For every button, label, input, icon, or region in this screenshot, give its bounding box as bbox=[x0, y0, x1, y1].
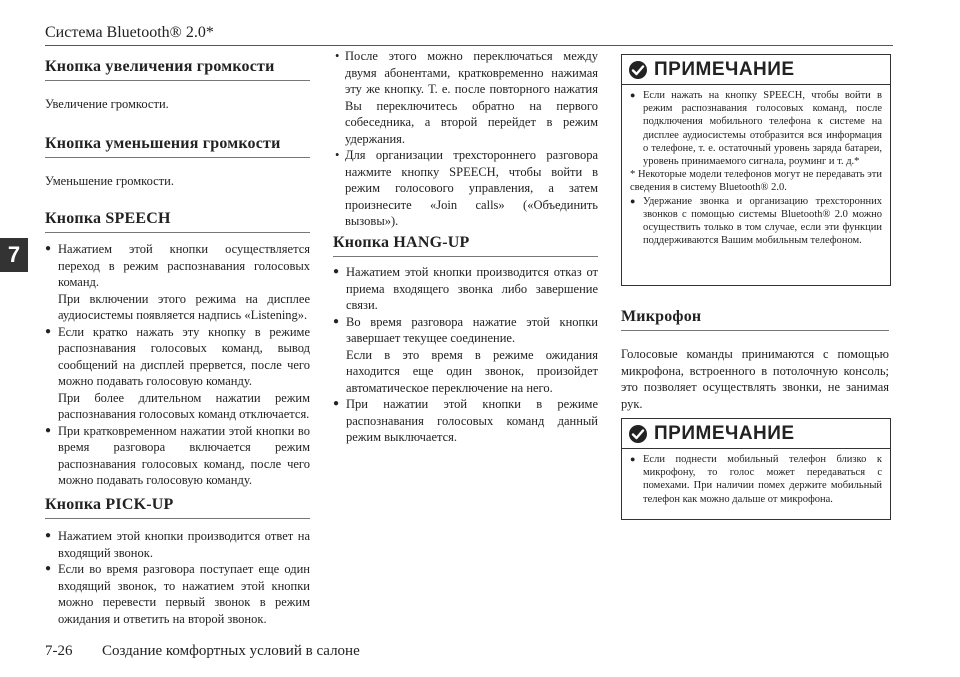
list-item bbox=[333, 264, 598, 314]
vol-up-heading: Кнопка увеличения громкости bbox=[45, 58, 275, 75]
note-label: ПРИМЕЧАНИЕ bbox=[654, 59, 795, 80]
speech-list bbox=[45, 241, 310, 489]
note-body bbox=[622, 449, 890, 512]
note-check-icon bbox=[628, 60, 648, 80]
dot-list bbox=[333, 48, 598, 230]
note-check-icon bbox=[628, 424, 648, 444]
note-box bbox=[621, 418, 891, 520]
chapter-tab: 7 bbox=[0, 238, 28, 272]
list-item-text: ● При нажатии этой кнопки в режиме распознавания голосовых команд данный режим выключается. bbox=[346, 397, 598, 444]
running-header: Система Bluetooth® 2.0* bbox=[45, 24, 214, 41]
header-rule bbox=[45, 45, 893, 46]
list-item-text: ● Нажатием этой кнопки осуществляется переход в режим распознавания голосовых команд. bbox=[58, 242, 310, 289]
list-item bbox=[45, 241, 310, 324]
speech-heading: Кнопка SPEECH bbox=[45, 210, 171, 227]
list-item: ● Если нажать на кнопку SPEECH, чтобы войти в режим распознавания голосовых команд, после подключения мобильного телефона к системе на дисплее аудиосистемы отобразится вся информация о телефоне, т. е. остаточный уровень заряда батареи, уровень принимаемого сигнала, роуминг и т. д.* bbox=[630, 89, 882, 168]
list-item: • После этого можно переключаться между двумя абонентами, кратковременно нажимая эту же кнопку. Т. е. после повторного нажатия Вы переключитесь обратно на первого собеседника, а второй перейдет в режим удержания. bbox=[333, 48, 598, 147]
list-item: ● Если поднести мобильный телефон близко к микрофону, то голос может передаваться с помехами. При наличии помех держите мобильный телефон как можно дальше от микрофона. bbox=[630, 453, 882, 506]
section-rule bbox=[333, 256, 598, 257]
list-item: ● Нажатием этой кнопки производится ответ на входящий звонок. bbox=[45, 528, 310, 561]
hangup-list bbox=[333, 264, 598, 446]
list-item-text: ● Во время разговора нажатие этой кнопки завершает текущее соединение. bbox=[346, 314, 598, 345]
note-body bbox=[622, 85, 890, 253]
list-item bbox=[333, 314, 598, 397]
list-item bbox=[45, 324, 310, 423]
section-rule bbox=[45, 232, 310, 233]
vol-up-text: Увеличение громкости. bbox=[45, 97, 169, 111]
section-rule bbox=[621, 330, 889, 331]
note-box bbox=[621, 54, 891, 286]
section-rule bbox=[45, 80, 310, 81]
page-number: 7-26 bbox=[45, 643, 73, 659]
list-item-text: Если в это время в режиме ожидания находится еще один звонок, произойдет автоматическое переключение на него. bbox=[346, 347, 598, 395]
list-item-text: При включении этого режима на дисплее аудиосистемы появляется надпись «Listening». bbox=[58, 291, 310, 322]
list-item-text: ● Нажатием этой кнопки производится отказ от приема входящего звонка либо завершение связи. bbox=[346, 265, 598, 312]
note-header bbox=[622, 419, 890, 448]
list-item bbox=[45, 423, 310, 489]
vol-down-text: Уменьшение громкости. bbox=[45, 174, 174, 188]
mic-heading: Микрофон bbox=[621, 308, 702, 325]
pickup-list bbox=[45, 528, 310, 627]
list-item-text: ● Если кратко нажать эту кнопку в режиме распознавания голосовых команд, вывод сообщений на дисплей прервется, после чего можно подавать голосовую команду. bbox=[58, 324, 310, 388]
list-item: ● Удержание звонка и организацию трехсторонних звонков с помощью системы Bluetooth® 2.0 можно осуществить только в том случае, если эти функции поддерживаются Вашим мобильным телефоном. bbox=[630, 195, 882, 248]
vol-down-heading: Кнопка уменьшения громкости bbox=[45, 135, 281, 152]
note-label: ПРИМЕЧАНИЕ bbox=[654, 423, 795, 444]
list-item: ● Если во время разговора поступает еще один входящий звонок, то нажатием этой кнопки можно перевести первый звонок в режим ожидания и ответить на второй звонок. bbox=[45, 561, 310, 627]
footer-title: Создание комфортных условий в салоне bbox=[102, 643, 360, 659]
list-item bbox=[333, 396, 598, 446]
list-item-text: ● При кратковременном нажатии этой кнопки во время разговора включается режим распознавания голосовых команд, после чего можно подавать голосовую команду. bbox=[58, 423, 310, 487]
pickup-heading: Кнопка PICK-UP bbox=[45, 496, 174, 513]
section-rule bbox=[45, 157, 310, 158]
list-item-text: При более длительном нажатии режим распознавания голосовых команд отключается. bbox=[58, 390, 310, 421]
section-rule bbox=[45, 518, 310, 519]
note-header bbox=[622, 55, 890, 84]
list-item: • Для организации трехстороннего разговора нажмите кнопку SPEECH, чтобы войти в режим голосового управления, а затем произнесите «Join calls» («Объединить вызовы»). bbox=[333, 147, 598, 230]
footnote-text: * Некоторые модели телефонов могут не передавать эти сведения в систему Bluetooth® 2.0. bbox=[630, 169, 882, 194]
hangup-heading: Кнопка HANG-UP bbox=[333, 234, 470, 251]
mic-text: Голосовые команды принимаются с помощью микрофона, встроенного в потолочную консоль; это позволяет осуществлять звонки, не занимая рук. bbox=[621, 347, 889, 411]
